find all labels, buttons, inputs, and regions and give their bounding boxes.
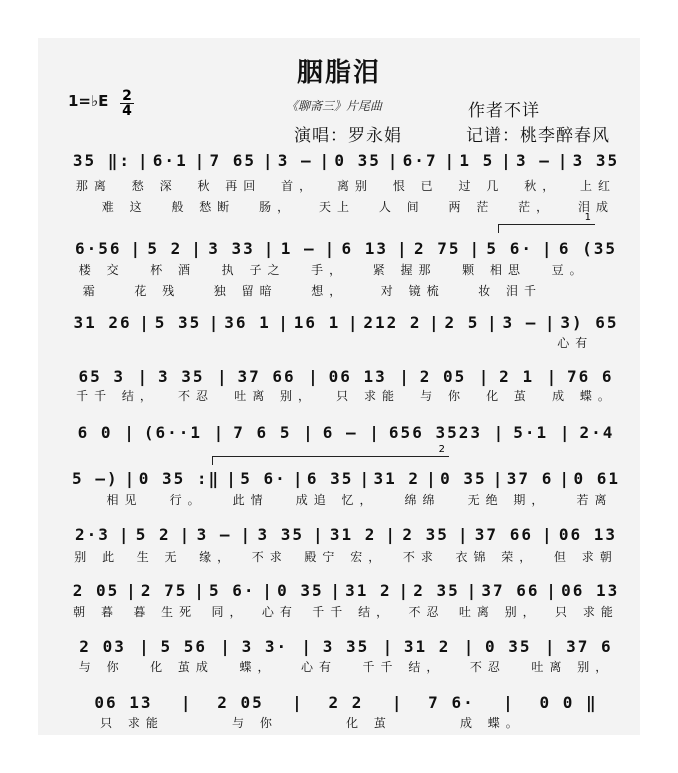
lyric-syllables: 相见 <box>106 493 143 507</box>
measure: 0 0 ‖ <box>539 693 598 712</box>
lyrics-line-8-1 <box>66 603 626 619</box>
lyrics-line-3-1 <box>66 334 626 350</box>
lyric-syllables: 只 求能 <box>100 716 164 730</box>
lyric-syllables: 千千 结， <box>362 660 445 674</box>
barline: | <box>292 693 304 712</box>
lyric-syllables: 朝 暮 <box>73 605 119 619</box>
measure: 5 6· <box>486 239 533 258</box>
measure: 2 05 <box>217 693 264 712</box>
measure: 3 35 <box>257 525 304 544</box>
lyric-syllables: 行。 <box>169 493 206 507</box>
barline: | <box>292 469 305 488</box>
barline: | <box>319 151 332 170</box>
barline: | <box>330 581 343 600</box>
measure: 2·4 <box>579 423 615 442</box>
lyric-syllables: 与 你 <box>78 660 125 674</box>
music-system-10 <box>66 690 626 712</box>
measure: 2 05 <box>419 367 467 386</box>
time-top: 2 <box>122 88 132 104</box>
lyrics-line-2-1 <box>66 261 626 277</box>
measure: 6 – <box>322 423 358 442</box>
measure: 31 2 <box>329 525 377 544</box>
barline: | <box>544 637 557 656</box>
lyric-syllables <box>592 282 626 298</box>
measure: 0 35 :‖ <box>138 469 221 488</box>
barline: | <box>426 469 438 488</box>
lyric-syllables: 不求 <box>402 550 439 564</box>
measure: 06 13 <box>94 693 153 712</box>
lyric-syllables: 化 茧成 <box>150 660 214 674</box>
barline: | <box>240 525 253 544</box>
barline: | <box>137 367 150 386</box>
lyric-syllables: 只 求能 <box>336 389 400 403</box>
measure: 06 13 <box>328 367 387 386</box>
barline: | <box>124 423 136 442</box>
lyric-syllables: 暮 生死 <box>133 605 198 619</box>
measure: 0 35 <box>334 151 381 170</box>
measure: 2 1 <box>499 367 535 386</box>
barline: | <box>124 469 137 488</box>
lyric-syllables: 泪成 <box>578 200 615 214</box>
measure: 5 6· <box>240 469 287 488</box>
lyric-syllables: 人 间 <box>378 200 425 214</box>
singer: 演唱：罗永娟 <box>294 126 402 146</box>
barline: | <box>429 313 441 332</box>
lyric-syllables: 楼 交 <box>78 263 125 277</box>
measure: 31 2 <box>373 469 421 488</box>
lyric-syllables <box>197 334 263 350</box>
lyric-syllables: 不忍 <box>408 605 445 619</box>
measure: 7 65 <box>209 151 256 170</box>
lyric-syllables: 两 茫 <box>448 200 495 214</box>
barline: | <box>208 313 221 332</box>
lyric-syllables <box>66 198 90 214</box>
barline: | <box>557 151 570 170</box>
lyric-syllables: 天上 <box>318 200 355 214</box>
transcriber: 记谱：桃李醉春风 <box>466 126 610 146</box>
measure: 37 66 <box>474 525 533 544</box>
lyrics-line-2-2 <box>66 282 626 298</box>
measure: 3 35 <box>572 151 620 170</box>
lyric-syllables: 此情 <box>232 493 269 507</box>
barline: | <box>359 469 372 488</box>
barline: | <box>118 525 131 544</box>
music-system-4 <box>66 364 626 386</box>
measure: 06 13 <box>558 525 618 544</box>
lyric-syllables: 恨 已 <box>392 179 439 193</box>
measure: 6 35 <box>306 469 354 488</box>
lyric-syllables: 花 残 <box>134 284 181 298</box>
measure: 3 35 <box>157 367 205 386</box>
measure: 6 13 <box>341 239 389 258</box>
lyric-syllables <box>558 714 626 730</box>
measure: 36 1 <box>224 313 271 332</box>
subtitle: 《聊斋三》片尾曲 <box>286 99 383 113</box>
lyric-syllables: 心有 <box>300 660 337 674</box>
barline: | <box>216 367 229 386</box>
lyric-syllables: 吐离 别， <box>458 605 541 619</box>
music-system-7 <box>66 522 626 544</box>
measure: 5 2 <box>135 525 171 544</box>
lyric-syllables: 妆 泪千 <box>478 284 543 298</box>
measure: 5 2 <box>147 239 183 258</box>
barline: | <box>493 423 506 442</box>
measure: 0 61 <box>573 469 620 488</box>
measure: 37 6 <box>566 637 613 656</box>
measure: 2 03 <box>79 637 126 656</box>
barline: | <box>139 637 151 656</box>
measure: 656 3523 <box>388 423 482 442</box>
measure: 3) 65 <box>560 313 619 332</box>
lyric-syllables: 同， <box>211 605 248 619</box>
lyrics-line-6-1 <box>66 491 626 507</box>
song-title: 胭脂泪 <box>296 58 381 88</box>
key-signature: 1=♭E <box>68 92 109 110</box>
barline: | <box>385 525 398 544</box>
barline: | <box>308 367 320 386</box>
barline: | <box>180 693 193 712</box>
barline: | <box>347 313 360 332</box>
barline: | <box>191 239 203 258</box>
measure: (6··1 <box>143 423 202 442</box>
barline: | <box>220 637 232 656</box>
volta-bracket-1 <box>498 212 595 233</box>
music-system-9 <box>66 634 626 656</box>
barline: | <box>382 637 395 656</box>
measure: 2 35 <box>402 525 449 544</box>
lyric-syllables: 与 你 <box>420 389 466 403</box>
lyric-syllables: 化 茧 <box>486 389 532 403</box>
barline: | <box>130 239 143 258</box>
lyric-syllables: 心有 <box>261 605 298 619</box>
measure: 5 56 <box>160 637 207 656</box>
barline: | <box>463 637 476 656</box>
lyrics-line-1-2 <box>66 198 626 214</box>
measure: 2 5 <box>444 313 480 332</box>
measure: 16 1 <box>293 313 341 332</box>
lyric-syllables: 对 镜梳 <box>380 284 445 298</box>
lyric-syllables <box>66 334 132 350</box>
music-system-5 <box>66 420 626 442</box>
lyric-syllables <box>66 491 93 507</box>
barline: | <box>194 151 207 170</box>
barline: | <box>546 581 558 600</box>
barline: | <box>301 637 314 656</box>
barline: | <box>399 367 411 386</box>
measure: 6 (35 <box>558 239 618 258</box>
lyric-syllables <box>559 282 593 298</box>
measure: 2 35 <box>413 581 460 600</box>
measure: 1 5 <box>459 151 495 170</box>
lyric-syllables: 上红 <box>580 179 617 193</box>
lyric-syllables <box>394 334 460 350</box>
music-system-3 <box>66 310 626 332</box>
barline: | <box>194 581 206 600</box>
measure: 7 6 5 <box>233 423 292 442</box>
barline: | <box>226 469 238 488</box>
lyric-syllables: 衣锦 荣， <box>455 550 538 564</box>
barline: | <box>137 151 150 170</box>
measure: 2 2 <box>328 693 364 712</box>
lyric-syllables: 千千 结， <box>76 389 158 403</box>
lyric-syllables: 成 蝶。 <box>459 716 524 730</box>
measure: 0 35 <box>440 469 487 488</box>
barline: | <box>501 151 513 170</box>
measure: 3 – <box>277 151 313 170</box>
measure: 3 3· <box>241 637 289 656</box>
barline: | <box>387 151 400 170</box>
lyric-syllables: 手， <box>311 263 348 277</box>
barline: | <box>466 581 479 600</box>
lyric-syllables <box>132 334 198 350</box>
measure: 2 05 <box>72 581 120 600</box>
measure: 31 2 <box>345 581 392 600</box>
measure: 37 6 <box>506 469 554 488</box>
lyric-syllables: 秋， <box>524 179 561 193</box>
music-system-1 <box>66 148 626 170</box>
lyric-syllables: 霜 <box>82 284 101 298</box>
lyric-syllables: 愁 深 <box>131 179 178 193</box>
lyric-syllables: 颗 相思 <box>462 263 526 277</box>
lyric-syllables: 执 子之 <box>221 263 286 277</box>
lyric-syllables <box>600 261 626 277</box>
measure: 37 66 <box>481 581 540 600</box>
measure: 6 0 <box>77 423 113 442</box>
volta-label-1: 1 <box>584 212 591 223</box>
lyric-syllables: 紧 握那 <box>372 263 437 277</box>
music-system-2 <box>66 236 626 258</box>
lyric-syllables: 离别 <box>336 179 373 193</box>
music-system-8 <box>66 578 626 600</box>
measure: 5 6· <box>208 581 256 600</box>
lyric-syllables: 首， <box>281 179 318 193</box>
lyric-syllables: 缘， <box>199 550 236 564</box>
lyric-syllables: 与 你 <box>232 716 278 730</box>
measure: 37 66 <box>237 367 296 386</box>
barline: | <box>126 581 138 600</box>
barline: | <box>492 469 505 488</box>
lyric-syllables: 难 这 <box>101 200 148 214</box>
lyrics-line-4-1 <box>66 387 626 403</box>
barline: | <box>469 239 482 258</box>
lyric-syllables: 般 愁断 <box>171 200 236 214</box>
lyric-syllables: 生 无 <box>136 550 183 564</box>
lyric-syllables: 只 求能 <box>555 605 619 619</box>
volta-label-2: 2 <box>438 444 445 455</box>
barline: | <box>369 423 381 442</box>
lyric-syllables: 不求 <box>251 550 288 564</box>
lyric-syllables: 心有 <box>557 336 594 350</box>
barline: | <box>397 239 409 258</box>
measure: 76 6 <box>567 367 614 386</box>
lyrics-line-10-1 <box>66 714 626 730</box>
measure: 06 13 <box>561 581 620 600</box>
lyric-syllables: 别 此 <box>74 550 121 564</box>
lyric-syllables: 秋 再回 <box>197 179 262 193</box>
lyric-syllables: 想， <box>311 284 348 298</box>
lyric-syllables: 那离 <box>75 179 112 193</box>
barline: | <box>541 239 554 258</box>
measure: 0 35 <box>485 637 532 656</box>
lyric-syllables <box>263 334 329 350</box>
lyric-syllables: 过 几 <box>458 179 505 193</box>
lyric-syllables: 茫， <box>518 200 555 214</box>
measure: 2·3 <box>74 525 110 544</box>
lyric-syllables: 不忍 <box>469 660 506 674</box>
time-signature <box>120 90 134 117</box>
lyric-syllables: 不忍 <box>178 389 215 403</box>
barline: | <box>546 367 559 386</box>
measure: 3 – <box>502 313 538 332</box>
measure: 2 75 <box>140 581 188 600</box>
barline: | <box>262 151 275 170</box>
lyrics-line-1-1 <box>66 177 626 193</box>
lyric-syllables: 豆。 <box>551 263 588 277</box>
lyric-syllables: 若离 <box>576 493 613 507</box>
barline: | <box>278 313 290 332</box>
lyric-syllables: 蝶， <box>239 660 276 674</box>
measure: 3 – <box>515 151 551 170</box>
lyric-syllables: 独 留暗 <box>213 284 278 298</box>
lyric-syllables: 但 求朝 <box>553 550 618 564</box>
barline: | <box>262 581 274 600</box>
measure: 5 –) <box>72 469 119 488</box>
barline: | <box>544 313 557 332</box>
measure: 5·1 <box>513 423 549 442</box>
music-system-6 <box>66 466 626 488</box>
measure: 5 35 <box>154 313 202 332</box>
barline: | <box>263 239 276 258</box>
measure: 65 3 <box>78 367 125 386</box>
lyric-syllables: 无绝 期， <box>467 493 550 507</box>
barline: | <box>312 525 325 544</box>
lyric-syllables: 殿宁 宏， <box>304 550 387 564</box>
lyric-syllables: 成 蝶。 <box>552 389 616 403</box>
barline: | <box>391 693 404 712</box>
lyric-syllables: 绵绵 <box>404 493 441 507</box>
composer: 作者不详 <box>468 101 540 121</box>
measure: 2 75 <box>413 239 461 258</box>
volta-bracket-2 <box>212 444 449 465</box>
lyric-syllables: 杯 酒 <box>150 263 197 277</box>
measure: 31 26 <box>73 313 132 332</box>
lyric-syllables: 吐离 别， <box>531 660 614 674</box>
lyric-syllables: 千千 结， <box>312 605 395 619</box>
measure: 31 2 <box>403 637 451 656</box>
lyrics-line-7-1 <box>66 548 626 564</box>
barline: | <box>398 581 411 600</box>
lyric-syllables: 化 茧 <box>346 716 392 730</box>
barline: | <box>486 313 499 332</box>
measure: 1 – <box>280 239 316 258</box>
measure: 6·7 <box>402 151 438 170</box>
time-bottom: 4 <box>122 103 132 119</box>
barline: | <box>303 423 315 442</box>
barline: | <box>503 693 515 712</box>
barline: | <box>559 469 572 488</box>
measure: 7 6· <box>428 693 475 712</box>
lyric-syllables: 成追 忆， <box>295 493 378 507</box>
lyric-syllables: 吐离 别， <box>234 389 317 403</box>
barline: | <box>457 525 470 544</box>
barline: | <box>541 525 554 544</box>
lyric-syllables <box>328 334 394 350</box>
barline: | <box>478 367 491 386</box>
measure: 6·1 <box>152 151 188 170</box>
measure: 3 – <box>196 525 232 544</box>
barline: | <box>324 239 337 258</box>
measure: 3 35 <box>322 637 370 656</box>
barline: | <box>179 525 192 544</box>
barline: | <box>213 423 226 442</box>
lyrics-line-9-1 <box>66 658 626 674</box>
measure: 212 2 <box>363 313 422 332</box>
barline: | <box>444 151 457 170</box>
measure: 6·56 <box>74 239 122 258</box>
barline: | <box>139 313 151 332</box>
measure: 3 33 <box>208 239 255 258</box>
lyric-syllables <box>459 334 525 350</box>
lyric-syllables: 肠， <box>259 200 296 214</box>
measure: 0 35 <box>277 581 324 600</box>
measure: 35 ‖: <box>72 151 132 170</box>
barline: | <box>559 423 572 442</box>
